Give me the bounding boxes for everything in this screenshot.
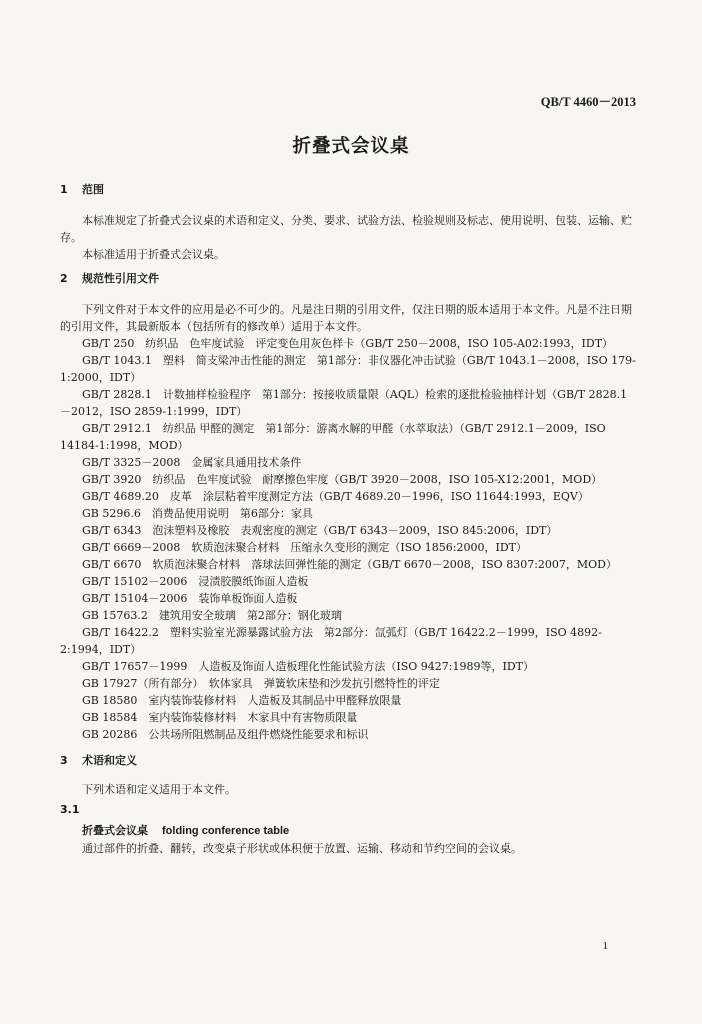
section-heading-scope xyxy=(60,182,636,198)
page-number: 1 xyxy=(602,940,608,952)
section-title: 范围 xyxy=(82,183,104,196)
section-heading-normative-references xyxy=(60,271,636,287)
reference-item: GB/T 17657－1999 人造板及饰面人造板理化性能试验方法（ISO 9427:1989等，IDT） xyxy=(82,660,534,673)
term-name xyxy=(60,822,636,840)
reference-item: GB/T 1043.1 塑料 简支梁冲击性能的测定 第1部分：非仪器化冲击试验（GB/T 1043.1－2008，ISO 179-1:2000，IDT） xyxy=(60,354,636,384)
reference-item: GB/T 6343 泡沫塑料及橡胶 表观密度的测定（GB/T 6343－2009，ISO 845:2006，IDT） xyxy=(82,524,558,537)
section-number: 3 xyxy=(60,754,68,767)
reference-item: GB 18580 室内装饰装修材料 人造板及其制品中甲醛释放限量 xyxy=(82,694,402,707)
standard-code: QB/T 4460－2013 xyxy=(540,95,636,109)
reference-item: GB/T 2828.1 计数抽样检验程序 第1部分：按接收质量限（AQL）检索的逐批检验抽样计划（GB/T 2828.1－2012，ISO 2859-1:1999，IDT） xyxy=(60,388,628,418)
reference-item: GB/T 6670 软质泡沫聚合材料 落球法回弹性能的测定（GB/T 6670－2008，ISO 8307:2007，MOD） xyxy=(82,558,617,571)
reference-item: GB 18584 室内装饰装修材料 木家具中有害物质限量 xyxy=(82,711,358,724)
reference-item: GB/T 16422.2 塑料实验室光源暴露试验方法 第2部分：氙弧灯（GB/T 16422.2－1999，ISO 4892-2:1994，IDT） xyxy=(60,626,602,656)
document-body xyxy=(60,182,636,857)
reference-item: GB 5296.6 消费品使用说明 第6部分：家具 xyxy=(82,507,313,520)
reference-item: GB 20286 公共场所阻燃制品及组件燃烧性能要求和标识 xyxy=(82,728,369,741)
reference-item: GB 15763.2 建筑用安全玻璃 第2部分：钢化玻璃 xyxy=(82,609,342,622)
term-number: 3.1 xyxy=(60,803,80,816)
reference-item: GB/T 15104－2006 装饰单板饰面人造板 xyxy=(82,592,298,605)
section-title: 规范性引用文件 xyxy=(82,272,159,285)
reference-item: GB/T 250 纺织品 色牢度试验 评定变色用灰色样卡（GB/T 250－2008，ISO 105-A02:1993，IDT） xyxy=(82,337,614,350)
reference-item: GB/T 2912.1 纺织品 甲醛的测定 第1部分：游离水解的甲醛（水萃取法）（GB/T 2912.1－2009，ISO 14184-1:1998，MOD） xyxy=(60,422,606,452)
section-number: 2 xyxy=(60,272,68,285)
reference-item: GB/T 4689.20 皮革 涂层粘着牢度测定方法（GB/T 4689.20－1996，ISO 11644:1993，EQV） xyxy=(82,490,589,503)
paragraph: 本标准适用于折叠式会议桌。 xyxy=(82,248,225,261)
paragraph: 下列文件对于本文件的应用是必不可少的。凡是注日期的引用文件，仅注日期的版本适用于本文件。凡是不注日期的引用文件，其最新版本（包括所有的修改单）适用于本文件。 xyxy=(60,303,632,333)
term-definition: 通过部件的折叠、翻转，改变桌子形状或体积便于放置、运输、移动和节约空间的会议桌。 xyxy=(82,842,522,855)
reference-item: GB/T 3325－2008 金属家具通用技术条件 xyxy=(82,456,302,469)
reference-item: GB 17927（所有部分） 软体家具 弹簧软床垫和沙发抗引燃特性的评定 xyxy=(82,677,440,690)
section-title: 术语和定义 xyxy=(82,754,137,767)
section-heading-terms-and-definitions xyxy=(60,753,636,769)
paragraph: 本标准规定了折叠式会议桌的术语和定义、分类、要求、试验方法、检验规则及标志、使用说明、包装、运输、贮存。 xyxy=(60,214,632,244)
reference-item: GB/T 15102－2006 浸渍胶膜纸饰面人造板 xyxy=(82,575,309,588)
paragraph: 下列术语和定义适用于本文件。 xyxy=(82,783,236,796)
term-name-chinese: 折叠式会议桌 xyxy=(82,824,148,837)
document-title: 折叠式会议桌 xyxy=(292,136,410,157)
section-number: 1 xyxy=(60,183,68,196)
reference-item: GB/T 6669－2008 软质泡沫聚合材料 压缩永久变形的测定（ISO 1856:2000，IDT） xyxy=(82,541,527,554)
term-name-english: folding conference table xyxy=(162,825,290,837)
reference-item: GB/T 3920 纺织品 色牢度试验 耐摩擦色牢度（GB/T 3920－2008，ISO 105-X12:2001，MOD） xyxy=(82,473,603,486)
